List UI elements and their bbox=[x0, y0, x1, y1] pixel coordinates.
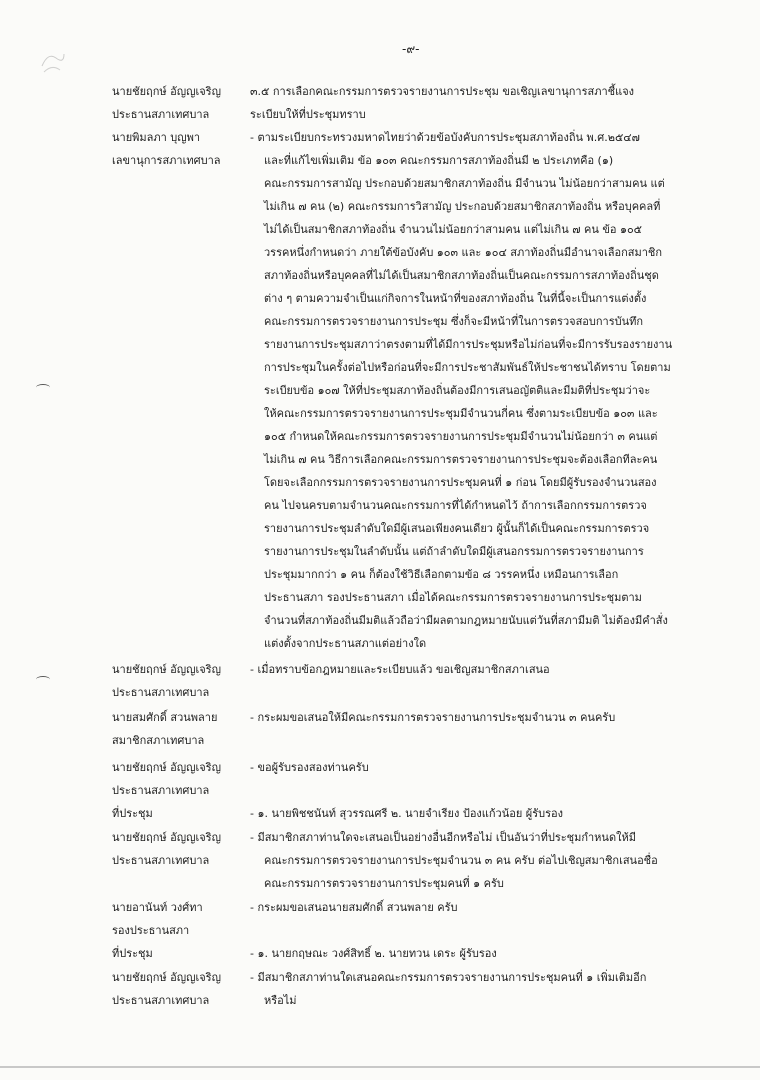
text-line: - ๑. นายกฤษณะ วงศ์สิทธิ์ ๒. นายทวน เดระ ผู้รับรอง bbox=[250, 947, 497, 960]
text-line: - ๑. นายพิชชนันท์ สุวรรณศรี ๒. นายจำเรียง ป้องแก้วน้อย ผู้รับรอง bbox=[250, 807, 564, 820]
text-line: ประธานสภา รองประธานสภา เมื่อได้คณะกรรมการตรวจรายงานการประชุมตาม bbox=[264, 591, 642, 604]
text-line: หรือไม่ bbox=[264, 994, 297, 1007]
speaker-name: นายอานันท์ วงศ์ทา bbox=[112, 901, 203, 914]
speech-text-block bbox=[250, 658, 730, 681]
text-line: - กระผมขอเสนอนายสมศักดิ์ สวนพลาย ครับ bbox=[250, 901, 458, 914]
speaker-name-block bbox=[112, 942, 242, 965]
text-line: ระเบียบข้อ ๑๐๗ ให้ที่ประชุมสภาท้องถิ่นต้องมีการเสนอญัตติและมีมติที่ประชุมว่าจะ bbox=[264, 384, 651, 397]
text-line: โดยจะเลือกกรรมการตรวจรายงานการประชุมคนที่ ๑ ก่อน โดยมีผู้รับรองจำนวนสอง bbox=[264, 476, 657, 489]
text-line: - ขอผู้รับรองสองท่านครับ bbox=[250, 761, 369, 774]
speaker-role: สมาชิกสภาเทศบาล bbox=[112, 734, 205, 747]
speech-text-block bbox=[250, 756, 730, 779]
speaker-name: นายชัยฤกษ์ อัญญเจริญ bbox=[112, 663, 221, 676]
speaker-role: เลขานุการสภาเทศบาล bbox=[112, 154, 221, 167]
text-line: คณะกรรมการตรวจรายงานการประชุม ซึ่งก็จะมีหน้าที่ในการตรวจสอบการบันทึก bbox=[264, 315, 644, 328]
text-line: - มีสมาชิกสภาท่านใดเสนอคณะกรรมการตรวจรายงานการประชุมคนที่ ๑ เพิ่มเติมอีก bbox=[250, 971, 647, 984]
speech-text-block bbox=[250, 896, 730, 919]
text-line: จำนวนที่สภาท้องถิ่นมีมติแล้วถือว่ามีผลตามกฎหมายนับแต่วันที่สภามีมติ ไม่ต้องมีคำสั่ง bbox=[264, 614, 668, 627]
margin-mark bbox=[36, 676, 50, 683]
text-line: วรรคหนึ่งกำหนดว่า ภายใต้ข้อบังคับ ๑๐๓ และ ๑๐๔ สภาท้องถิ่นมีอำนาจเลือกสมาชิก bbox=[264, 246, 663, 259]
speaker-role: ประธานสภาเทศบาล bbox=[112, 784, 210, 797]
text-line: รายงานการประชุมสภาว่าตรงตามที่ได้มีการประชุมหรือไม่ก่อนที่จะมีการรับรองรายงาน bbox=[264, 338, 673, 351]
speaker-role: ประธานสภาเทศบาล bbox=[112, 854, 210, 867]
speaker-role: รองประธานสภา bbox=[112, 924, 190, 937]
speaker-name-block bbox=[112, 706, 242, 752]
speech-text-block bbox=[250, 802, 730, 825]
text-line: รายงานการประชุมลำดับใดมีผู้เสนอเพียงคนเดียว ผู้นั้นก็ได้เป็นคณะกรรมการตรวจ bbox=[264, 522, 650, 535]
text-line: ให้คณะกรรมการตรวจรายงานการประชุมมีจำนวนกี่คน ซึ่งตามระเบียบข้อ ๑๐๓ และ bbox=[264, 407, 658, 420]
text-line: การประชุมในครั้งต่อไปหรือก่อนที่จะมีการประชาสัมพันธ์ให้ประชาชนได้ทราบ โดยตาม bbox=[264, 361, 671, 374]
margin-mark bbox=[36, 384, 50, 391]
speech-text-block bbox=[250, 826, 730, 895]
speaker-name-block bbox=[112, 126, 242, 172]
text-line: รายงานการประชุมในลำดับนั้น แต่ถ้าลำดับใดมีผู้เสนอกรรมการตรวจรายงานการ bbox=[264, 545, 644, 558]
text-line: ๑๐๕ กำหนดให้คณะกรรมการตรวจรายงานการประชุมมีจำนวนไม่น้อยกว่า ๓ คนแต่ bbox=[264, 430, 658, 443]
text-line: - มีสมาชิกสภาท่านใดจะเสนอเป็นอย่างอื่นอีกหรือไม่ เป็นอันว่าที่ประชุมกำหนดให้มี bbox=[250, 831, 636, 844]
speaker-name: นายพิมลภา บุญพา bbox=[112, 131, 201, 144]
speaker-name: ที่ประชุม bbox=[112, 947, 153, 960]
scan-bottom-edge bbox=[0, 1066, 760, 1068]
text-line: ไม่เกิน ๗ คน วิธีการเลือกคณะกรรมการตรวจรายงานการประชุมจะต้องเลือกทีละคน bbox=[264, 453, 658, 466]
text-line: ไม่ได้เป็นสมาชิกสภาท้องถิ่น จำนวนไม่น้อยกว่าสามคน แต่ไม่เกิน ๗ คน ข้อ ๑๐๕ bbox=[264, 223, 642, 236]
page-number: -๙- bbox=[402, 42, 420, 56]
text-line: - ตามระเบียบกระทรวงมหาดไทยว่าด้วยข้อบังคับการประชุมสภาท้องถิ่น พ.ศ.๒๕๔๗ bbox=[250, 131, 640, 144]
speech-text-block bbox=[250, 126, 730, 655]
speaker-name-block bbox=[112, 896, 242, 942]
speaker-name-block bbox=[112, 756, 242, 802]
speaker-role: ประธานสภาเทศบาล bbox=[112, 994, 210, 1007]
speaker-name: นายชัยฤกษ์ อัญญเจริญ bbox=[112, 761, 221, 774]
speaker-name-block bbox=[112, 802, 242, 825]
speech-text-block bbox=[250, 80, 730, 126]
text-line: คณะกรรมการสามัญ ประกอบด้วยสมาชิกสภาท้องถิ่น มีจำนวน ไม่น้อยกว่าสามคน แต่ bbox=[264, 177, 665, 190]
text-line: ระเบียบให้ที่ประชุมทราบ bbox=[250, 108, 366, 121]
speaker-name: นายชัยฤกษ์ อัญญเจริญ bbox=[112, 971, 221, 984]
speaker-role: ประธานสภาเทศบาล bbox=[112, 108, 210, 121]
text-line: ต่าง ๆ ตามความจำเป็นแก่กิจการในหน้าที่ของสภาท้องถิ่น ในที่นี้จะเป็นการแต่งตั้ง bbox=[264, 292, 647, 305]
speaker-role: ประธานสภาเทศบาล bbox=[112, 686, 210, 699]
speaker-name-block bbox=[112, 966, 242, 1012]
faint-stamp-mark bbox=[38, 46, 66, 76]
text-line: ไม่เกิน ๗ คน (๒) คณะกรรมการวิสามัญ ประกอบด้วยสมาชิกสภาท้องถิ่น หรือบุคคลที่ bbox=[264, 200, 661, 213]
text-line: - เมื่อทราบข้อกฎหมายและระเบียบแล้ว ขอเชิญสมาชิกสภาเสนอ bbox=[250, 663, 550, 676]
speaker-name: นายชัยฤกษ์ อัญญเจริญ bbox=[112, 85, 221, 98]
speech-text-block bbox=[250, 706, 730, 729]
speaker-name: นายสมศักดิ์ สวนพลาย bbox=[112, 711, 218, 724]
text-line: - กระผมขอเสนอให้มีคณะกรรมการตรวจรายงานการประชุมจำนวน ๓ คนครับ bbox=[250, 711, 616, 724]
text-line: สภาท้องถิ่นหรือบุคคลที่ไม่ได้เป็นสมาชิกสภาท้องถิ่นเป็นคณะกรรมการสภาท้องถิ่นชุด bbox=[264, 269, 659, 282]
speech-text-block bbox=[250, 966, 730, 1012]
speaker-name-block bbox=[112, 80, 242, 126]
text-line: คณะกรรมการตรวจรายงานการประชุมจำนวน ๓ คน ครับ ต่อไปเชิญสมาชิกเสนอชื่อ bbox=[264, 854, 658, 867]
text-line: แต่งตั้งจากประธานสภาแต่อย่างใด bbox=[264, 637, 427, 650]
text-line: และที่แก้ไขเพิ่มเติม ข้อ ๑๐๓ คณะกรรมการสภาท้องถิ่นมี ๒ ประเภทคือ (๑) bbox=[264, 154, 614, 167]
speaker-name-block bbox=[112, 658, 242, 704]
speaker-name-block bbox=[112, 826, 242, 872]
speech-text-block bbox=[250, 942, 730, 965]
agenda-heading: ๓.๕ การเลือกคณะกรรมการตรวจรายงานการประชุม ขอเชิญเลขานุการสภาชี้แจง bbox=[250, 85, 635, 98]
text-line: คน ไปจนครบตามจำนวนคณะกรรมการที่ได้กำหนดไว้ ถ้าการเลือกกรรมการตรวจ bbox=[264, 499, 647, 512]
speaker-name: นายชัยฤกษ์ อัญญเจริญ bbox=[112, 831, 221, 844]
text-line: ประชุมมากกว่า ๑ คน ก็ต้องใช้วิธีเลือกตามข้อ ๘ วรรคหนึ่ง เหมือนการเลือก bbox=[264, 568, 619, 581]
text-line: คณะกรรมการตรวจรายงานการประชุมคนที่ ๑ ครับ bbox=[264, 877, 504, 890]
speaker-name: ที่ประชุม bbox=[112, 807, 153, 820]
